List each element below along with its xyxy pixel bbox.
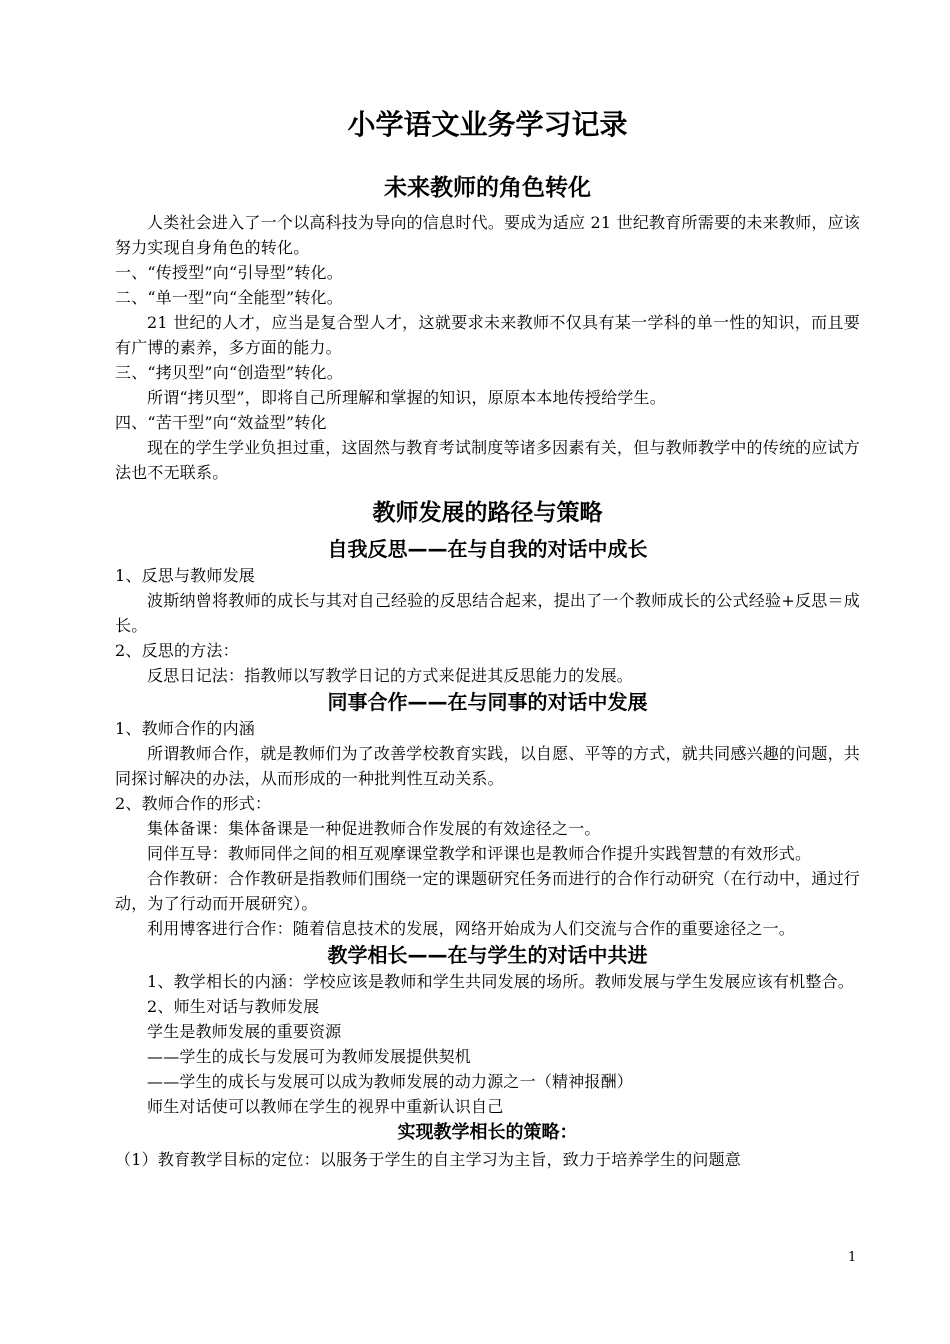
paragraph: 2、教师合作的形式： [115, 794, 272, 813]
subsection-body-teaching-learning [115, 969, 860, 1119]
paragraph: 学生是教师发展的重要资源 [147, 1022, 342, 1041]
subsection-heading-self-reflection: 自我反思——在与自我的对话中成长 [327, 537, 648, 561]
section-heading-role-transformation: 未来教师的角色转化 [384, 175, 591, 201]
paragraph: （1）教育教学目标的定位：以服务于学生的自主学习为主旨，致力于培养学生的问题意 [115, 1150, 741, 1169]
subsection-body-colleague-cooperation [115, 716, 860, 941]
paragraph: 2、反思的方法： [115, 641, 239, 660]
subsection-heading-colleague-cooperation: 同事合作——在与同事的对话中发展 [327, 690, 648, 714]
section-body-role-transformation [115, 210, 860, 485]
paragraph: 1、教师合作的内涵 [115, 719, 255, 738]
paragraph: 四、“苦干型”向“效益型”转化 [115, 413, 327, 432]
paragraph: 所谓教师合作，就是教师们为了改善学校教育实践，以自愿、平等的方式，就共同感兴趣的问题，共同探讨解决的办法，从而形成的一种批判性互动关系。 [115, 744, 860, 788]
paragraph: 合作教研：合作教研是指教师们围绕一定的课题研究任务而进行的合作行动研究（在行动中，通过行动，为了行动而开展研究）。 [115, 869, 860, 913]
paragraph: 波斯纳曾将教师的成长与其对自己经验的反思结合起来，提出了一个教师成长的公式经验+反思＝成长。 [115, 591, 860, 635]
paragraph: 人类社会进入了一个以高科技为导向的信息时代。要成为适应 21 世纪教育所需要的未来教师，应该努力实现自身角色的转化。 [115, 213, 860, 257]
subsection-heading-strategies: 实现教学相长的策略： [397, 1122, 578, 1143]
paragraph: 2、师生对话与教师发展 [147, 997, 320, 1016]
paragraph: ——学生的成长与发展可为教师发展提供契机 [147, 1047, 472, 1066]
page-content [115, 100, 860, 1172]
page-number: 1 [848, 1250, 857, 1265]
subsection-body-strategies [115, 1147, 860, 1172]
paragraph: 1、教学相长的内涵：学校应该是教师和学生共同发展的场所。教师发展与学生发展应该有机整合。 [147, 972, 854, 991]
section-heading-development-path: 教师发展的路径与策略 [372, 500, 603, 526]
subsection-heading-teaching-learning: 教学相长——在与学生的对话中共进 [327, 943, 648, 967]
document-title: 小学语文业务学习记录 [347, 108, 628, 141]
subsection-body-self-reflection [115, 563, 860, 688]
paragraph: 一、“传授型”向“引导型”转化。 [115, 263, 343, 282]
paragraph: 集体备课：集体备课是一种促进教师合作发展的有效途径之一。 [147, 819, 601, 838]
paragraph: 师生对话使可以教师在学生的视界中重新认识自己 [147, 1097, 504, 1116]
paragraph: 所谓“拷贝型”，即将自己所理解和掌握的知识，原原本本地传授给学生。 [147, 388, 666, 407]
paragraph: ——学生的成长与发展可以成为教师发展的动力源之一（精神报酬） [147, 1072, 634, 1091]
paragraph: 利用博客进行合作：随着信息技术的发展，网络开始成为人们交流与合作的重要途径之一。 [147, 919, 796, 938]
paragraph: 三、“拷贝型”向“创造型”转化。 [115, 363, 343, 382]
paragraph: 二、“单一型”向“全能型”转化。 [115, 288, 343, 307]
paragraph: 现在的学生学业负担过重，这固然与教育考试制度等诸多因素有关，但与教师教学中的传统的应试方法也不无联系。 [115, 438, 860, 482]
paragraph: 同伴互导：教师同伴之间的相互观摩课堂教学和评课也是教师合作提升实践智慧的有效形式。 [147, 844, 812, 863]
paragraph: 反思日记法：指教师以写教学日记的方式来促进其反思能力的发展。 [147, 666, 634, 685]
paragraph: 1、反思与教师发展 [115, 566, 255, 585]
paragraph: 21 世纪的人才，应当是复合型人才，这就要求未来教师不仅具有某一学科的单一性的知识，而且要有广博的素养，多方面的能力。 [115, 313, 860, 357]
